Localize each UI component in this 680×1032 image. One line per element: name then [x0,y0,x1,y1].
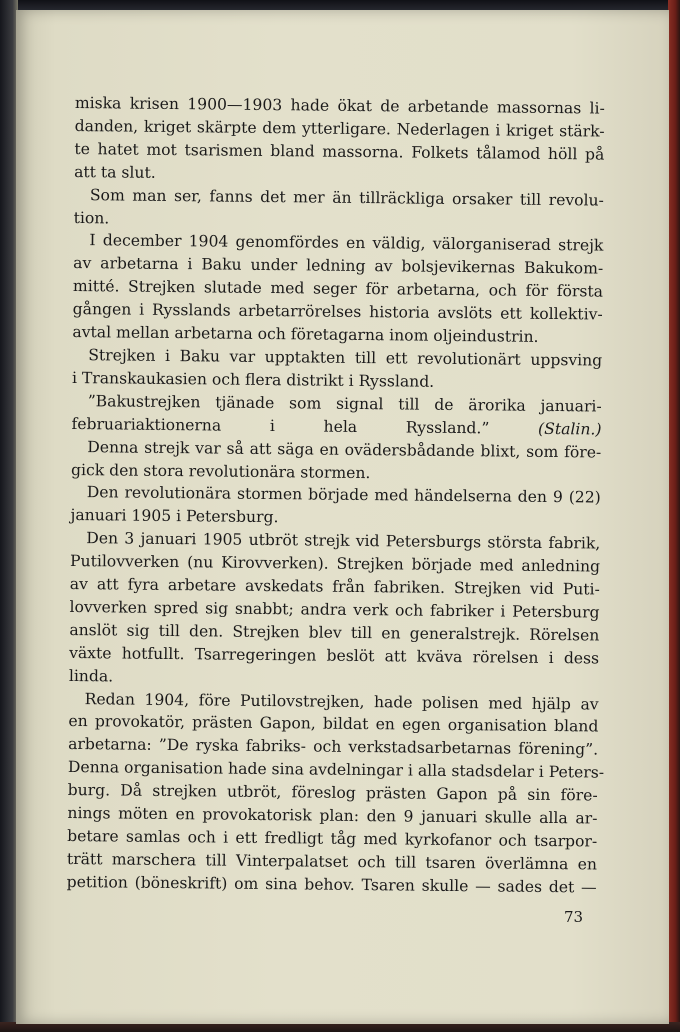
text-line: av att fyra arbetare avskedats från fabriken. Strejken vid Puti- [69,575,600,599]
text-line: Putilovverken (nu Kirovverken). Strejken började med anledning [69,552,601,576]
paragraph [72,229,603,349]
text-line: Strejken i Baku var upptakten till ett revolutionärt uppsving [88,346,603,370]
text-line: arbetarna: ”De ryska fabriks- och verkstadsarbetarnas förening”. [68,735,599,759]
quote-line: ”Bakustrejken tjänade som signal till de ärorika januari- [87,391,602,416]
text-line: tion. [73,208,110,227]
citation: (Stalin.) [538,419,602,439]
text-line: anslöt sig till den. Strejken blev till en generalstrejk. Rörelsen [69,620,600,645]
text-line: mitté. Strejken slutade med seger för arbetarna, och för första [72,277,604,301]
text-line: lovverken spred sig snabbt; andra verk och fabriker i Petersburg [69,597,600,622]
text-line: nings möten en provokatorisk plan: den 9 januari skulle alla ar- [67,804,598,828]
paragraph [74,92,605,189]
text-line: Som man ser, fanns det mer än tillräckliga orsaker till revolu- [89,185,604,210]
paragraph [66,688,605,900]
paragraph [69,527,601,693]
text-line: av arbetarna i Baku under ledning av bolsjevikernas Bakukom- [73,254,604,278]
book-page [16,10,669,1024]
paragraph [71,436,601,487]
text-line: te hatet mot tsarismen bland massorna. Folkets tålamod höll på [74,139,605,164]
text-line: linda. [68,666,114,686]
body-text [67,92,605,899]
text-line: växte hotfullt. Tsarregeringen beslöt att kväva rörelsen i dess [69,643,600,668]
page-number: 73 [564,908,584,926]
text-line: danden, kriget skärpte dem ytterligare. Nederlagen i kriget stärk- [74,116,605,141]
text-line: I december 1904 genomfördes en väldig, välorganiserad strejk [89,231,604,255]
text-line: betare samlas och i ett fredligt tåg med kyrkofanor och tsarpor- [67,826,598,851]
paragraph [74,184,604,235]
text-line: petition (böneskrift) om sina behov. Tsaren skulle — sades det — [66,872,597,897]
text-line: i Transkaukasien och flera distrikt i Ryssland. [71,368,435,391]
text-line: Denna organisation hade sina avdelningar i alla stadsdelar i Peters- [67,758,605,782]
text-line: miska krisen 1900—1903 hade ökat de arbetande massornas li- [74,93,605,118]
text-line: Redan 1904, före Putilovstrejken, hade polisen med hjälp av [84,689,599,714]
text-line: att ta slut. [74,162,156,182]
quote-text: februariaktionerna i hela Ryssland.” [71,414,490,438]
text-line: januari 1905 i Petersburg. [70,506,279,527]
quote-paragraph [71,390,601,441]
text-line: Denna strejk var så att säga en ovädersbådande blixt, som före- [87,437,602,462]
text-line: gången i Rysslands arbetarrörelses historia avslöts ett kollektiv- [72,300,603,324]
text-line: gick den stora revolutionära stormen. [70,460,371,482]
book-cover-edge [668,0,680,1032]
text-line: trätt marschera till Vinterpalatset och till tsaren överlämna en [66,849,598,874]
text-line: en provokatör, prästen Gapon, bildat en egen organisation bland [68,712,599,736]
paragraph [70,481,600,532]
text-line: burg. Då strejken utbröt, föreslog prästen Gapon på sin före- [67,781,598,805]
text-line: avtal mellan arbetarna och företagarna inom oljeindustrin. [72,323,539,346]
paragraph [72,344,602,395]
text-line: Den revolutionära stormen började med händelserna den 9 (22) [86,483,601,507]
text-line: Den 3 januari 1905 utbröt strejk vid Petersburgs största fabrik, [86,529,601,553]
